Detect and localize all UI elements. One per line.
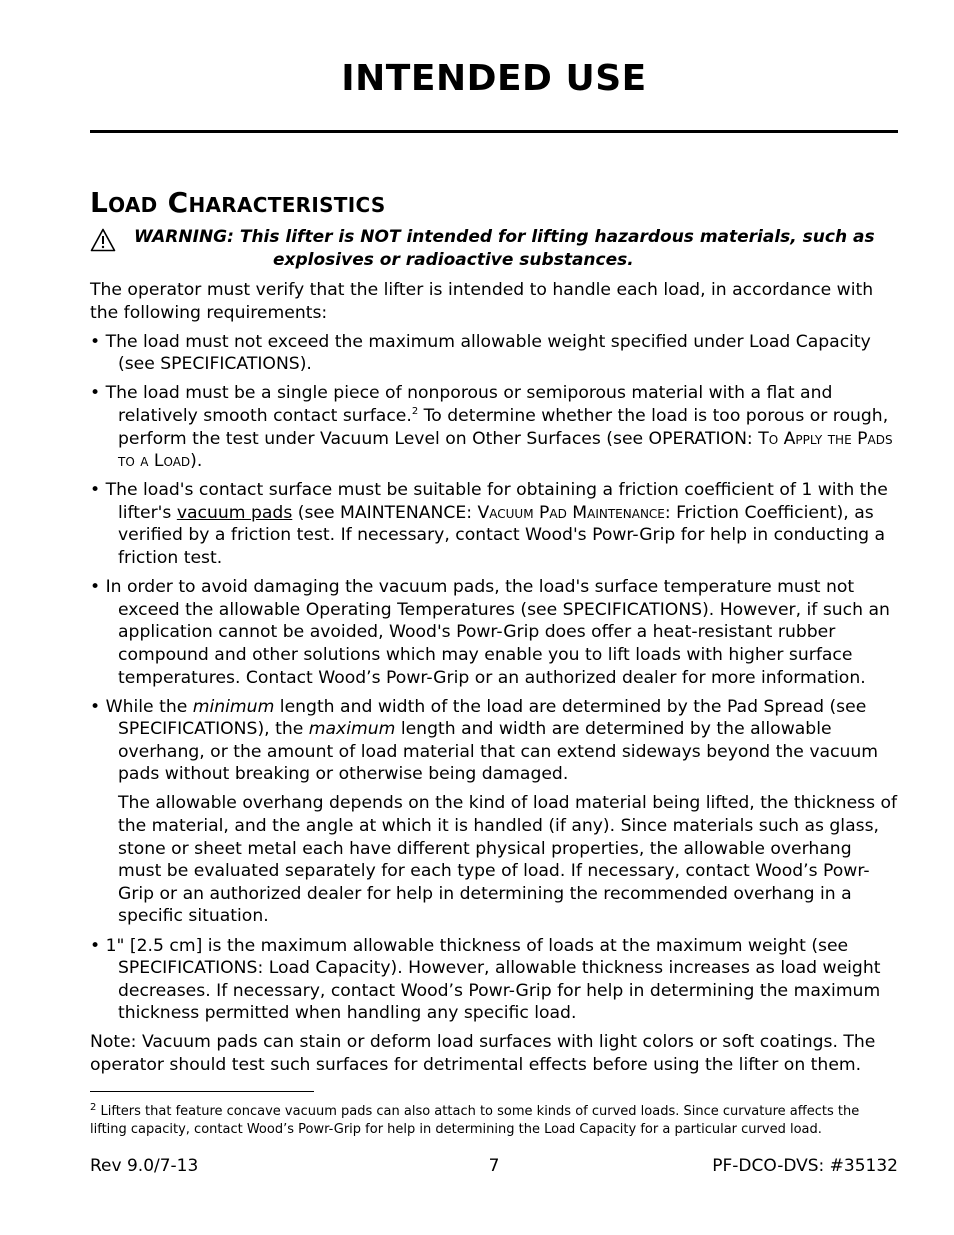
overhang-paragraph: The allowable overhang depends on the kind of load material being lifted, the thickness of the material, and the angle at which it is handled (if any). Since materials such as glass, stone or sheet metal each have different physical properties, the allowable overhang must be evaluated separately for each type of load. If necessary, contact Wood’s Powr-Grip or an authorized dealer for help in determining the recommended overhang in a specific situation. bbox=[118, 793, 898, 927]
bullet-text: (see MAINTENANCE: bbox=[292, 502, 478, 523]
cross-reference-link: Vacuum Pad Maintenance bbox=[477, 502, 665, 523]
bullet-load-material bbox=[90, 382, 898, 472]
document-id: PF-DCO-DVS: #35132 bbox=[712, 1156, 898, 1176]
footnote bbox=[90, 1103, 898, 1139]
cross-reference-link: To Apply the Pads to a Load bbox=[118, 428, 893, 472]
note-paragraph: Note: Vacuum pads can stain or deform load surfaces with light colors or soft coatings. The operator should test such surfaces for detrimental effects before using the lifter on them. bbox=[90, 1032, 876, 1075]
bullet-text: • While the bbox=[90, 696, 193, 717]
page-number: 7 bbox=[488, 1156, 500, 1176]
footnote-number: 2 bbox=[90, 1102, 97, 1113]
bullet-text: length and width of the load are determined by the Pad Spread (see SPECIFICATIONS), the bbox=[118, 696, 867, 740]
bullet-text: • The load must be a single piece of nonporous or semiporous material with a flat and relatively smooth contact surface. bbox=[90, 383, 833, 426]
revision-label: Rev 9.0/7-13 bbox=[90, 1156, 199, 1176]
section-heading: Load Characteristics bbox=[90, 186, 386, 219]
bullet-text: To determine whether the load is too porous or rough, perform the test under Vacuum Level on Other Surfaces (see OPERATION: bbox=[118, 405, 889, 449]
warning-triangle-icon bbox=[90, 228, 116, 252]
footnote-text: Lifters that feature concave vacuum pads can also attach to some kinds of curved loads. Since curvature affects the lifting capacity, contact Wood’s Powr-Grip for help in determining the Load Capacity for a particular curved load. bbox=[90, 1104, 860, 1137]
title-divider bbox=[90, 130, 898, 133]
emphasis-maximum: maximum bbox=[308, 719, 396, 740]
bullet-temperature: • In order to avoid damaging the vacuum pads, the load's surface temperature must not exceed the allowable Operating Temperatures (see SPECIFICATIONS). However, if such an application cannot be avoided, Wood's Powr-Grip does offer a heat-resistant rubber compound and other solutions which may enable you to lift loads with higher surface temperatures. Contact Wood’s Powr-Grip or an authorized dealer for more information. bbox=[90, 577, 890, 688]
warning-text-line1: WARNING: This lifter is NOT intended for lifting hazardous materials, such as bbox=[134, 227, 875, 247]
bullet-load-weight: • The load must not exceed the maximum allowable weight specified under Load Capacity (see SPECIFICATIONS). bbox=[90, 331, 871, 375]
bullet-friction bbox=[90, 479, 898, 569]
emphasis-minimum: minimum bbox=[192, 696, 275, 717]
page-title: INTENDED USE bbox=[341, 58, 647, 99]
warning-text-line2: explosives or radioactive substances. bbox=[273, 250, 634, 270]
bullet-thickness: • 1" [2.5 cm] is the maximum allowable thickness of loads at the maximum weight (see SPECIFICATIONS: Load Capacity). However, allowable thickness increases as load weight decreases. If necessary, contact Wood’s Powr-Grip for help in determining the maximum thickness permitted when handling any specific load. bbox=[90, 935, 881, 1024]
footnote-divider bbox=[90, 1091, 314, 1092]
vacuum-pads-term: vacuum pads bbox=[176, 502, 293, 523]
bullet-text: • The load's contact surface must be suitable for obtaining a friction coefficient of 1 with the lifter's bbox=[90, 480, 888, 523]
body-text bbox=[90, 279, 898, 1083]
footnote-ref[interactable]: 2 bbox=[411, 405, 419, 417]
bullet-text: ). bbox=[190, 451, 203, 472]
bullet-dimensions bbox=[90, 696, 898, 786]
bullet-text: length and width are determined by the allowable overhang, or the amount of load material that can extend sideways beyond the vacuum pads without breaking or otherwise being damaged. bbox=[118, 719, 879, 785]
intro-paragraph: The operator must verify that the lifter is intended to handle each load, in accordance with the following requirements: bbox=[90, 280, 874, 323]
bullet-text: : Friction Coefficient), as verified by a friction test. If necessary, contact Wood's Powr-Grip for help in conducting a friction test. bbox=[118, 502, 886, 569]
